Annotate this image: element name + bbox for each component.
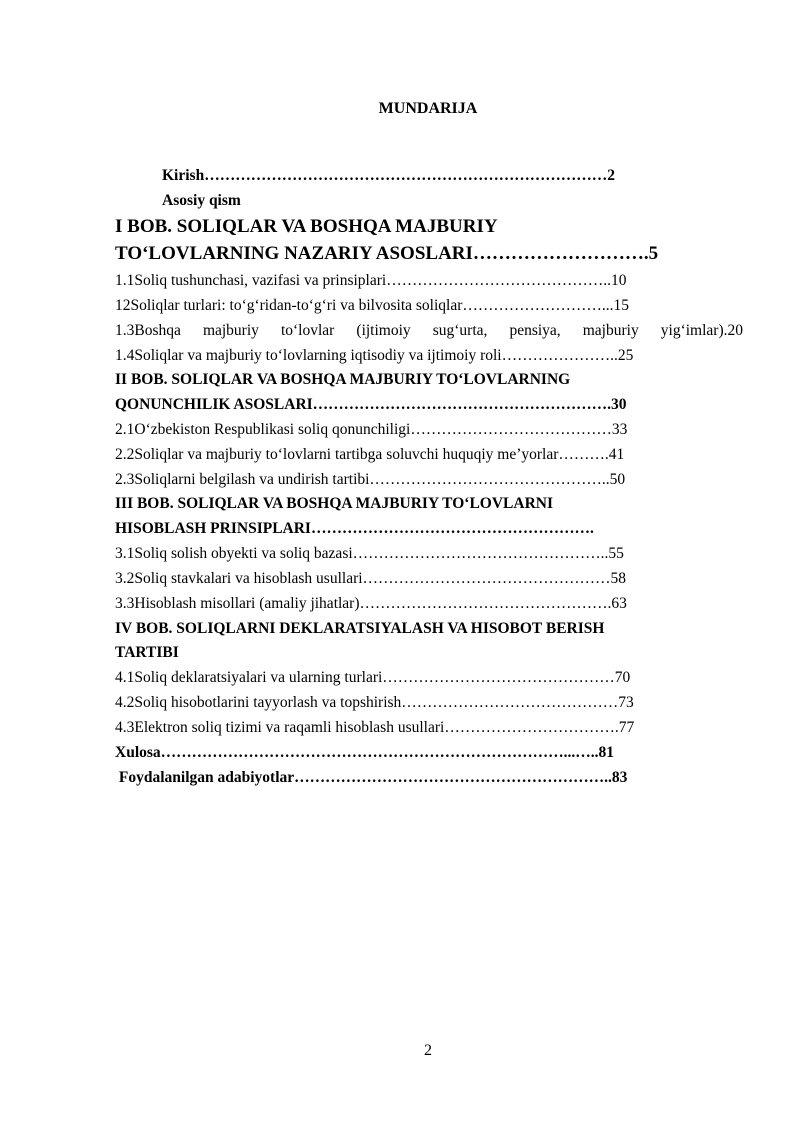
toc-chapter-4-line-2: TARTIBI bbox=[115, 644, 179, 661]
toc-section-2-3: 2.3Soliqlarni belgilash va undirish tartibi………………………………………..50 bbox=[115, 471, 626, 488]
toc-section-3-1: 3.1Soliq solish obyekti va soliq bazasi…………………………………………..55 bbox=[115, 545, 624, 562]
toc-section-2-2: 2.2Soliqlar va majburiy to‘lovlarni tartibga soluvchi huquqiy me’yorlar……….41 bbox=[115, 446, 625, 463]
toc-section-4-3: 4.3Elektron soliq tizimi va raqamli hisoblash usullari…………………………….77 bbox=[115, 719, 635, 736]
toc-chapter-2-line-2: QONUNCHILIK ASOSLARI………………………………………………….30 bbox=[115, 396, 627, 413]
toc-main-part: Asosiy qism bbox=[162, 192, 241, 209]
toc-section-4-1: 4.1Soliq deklaratsiyalari va ularning turlari………………………………………70 bbox=[115, 669, 631, 686]
toc-chapter-1-line-1: I BOB. SOLIQLAR VA BOSHQA MAJBURIY bbox=[115, 216, 498, 237]
toc-conclusion: Xulosa……………………………………………………………………...…..81 bbox=[115, 744, 615, 761]
page-title: MUNDARIJA bbox=[378, 100, 478, 117]
toc-chapter-2-line-1: II BOB. SOLIQLAR VA BOSHQA MAJBURIY TO‘LOVLARNING bbox=[115, 371, 571, 388]
toc-section-1-1: 1.1Soliq tushunchasi, vazifasi va prinsiplari……………………………………..10 bbox=[115, 272, 627, 289]
toc-section-2-1: 2.1O‘zbekiston Respublikasi soliq qonunchiligi…………………………………33 bbox=[115, 421, 628, 438]
toc-section-1-2: 12Soliqlar turlari: to‘g‘ridan-to‘g‘ri va bilvosita soliqlar………………………...15 bbox=[115, 297, 630, 314]
page-number: 2 bbox=[424, 1042, 432, 1059]
toc-section-1-3: 1.3Boshqa majburiy to‘lovlar (ijtimoiy sug‘urta, pensiya, majburiy yig‘imlar).20 bbox=[115, 322, 743, 339]
toc-chapter-1-line-2: TO‘LOVLARNING NAZARIY ASOSLARI……………………….5 bbox=[115, 243, 659, 264]
toc-chapter-3-line-2: HISOBLASH PRINSIPLARI………………………………………………. bbox=[115, 520, 594, 537]
toc-chapter-3-line-1: III BOB. SOLIQLAR VA BOSHQA MAJBURIY TO‘LOVLARNI bbox=[115, 495, 553, 512]
toc-section-1-4: 1.4Soliqlar va majburiy to‘lovlarning iqtisodiy va ijtimoiy roli…………………..25 bbox=[115, 347, 634, 364]
toc-chapter-4-line-1: IV BOB. SOLIQLARNI DEKLARATSIYALASH VA HISOBOT BERISH bbox=[115, 620, 605, 637]
toc-intro: Kirish……………………………………………………………………2 bbox=[162, 167, 615, 184]
toc-section-3-2: 3.2Soliq stavkalari va hisoblash usullari…………………………………………58 bbox=[115, 570, 627, 587]
toc-references: Foydalanilgan adabiyotlar……………………………………………………..83 bbox=[115, 769, 628, 786]
toc-section-3-3: 3.3Hisoblash misollari (amaliy jihatlar)………………………………………….63 bbox=[115, 595, 627, 612]
toc-section-4-2: 4.2Soliq hisobotlarini tayyorlash va topshirish……………………………………73 bbox=[115, 694, 634, 711]
